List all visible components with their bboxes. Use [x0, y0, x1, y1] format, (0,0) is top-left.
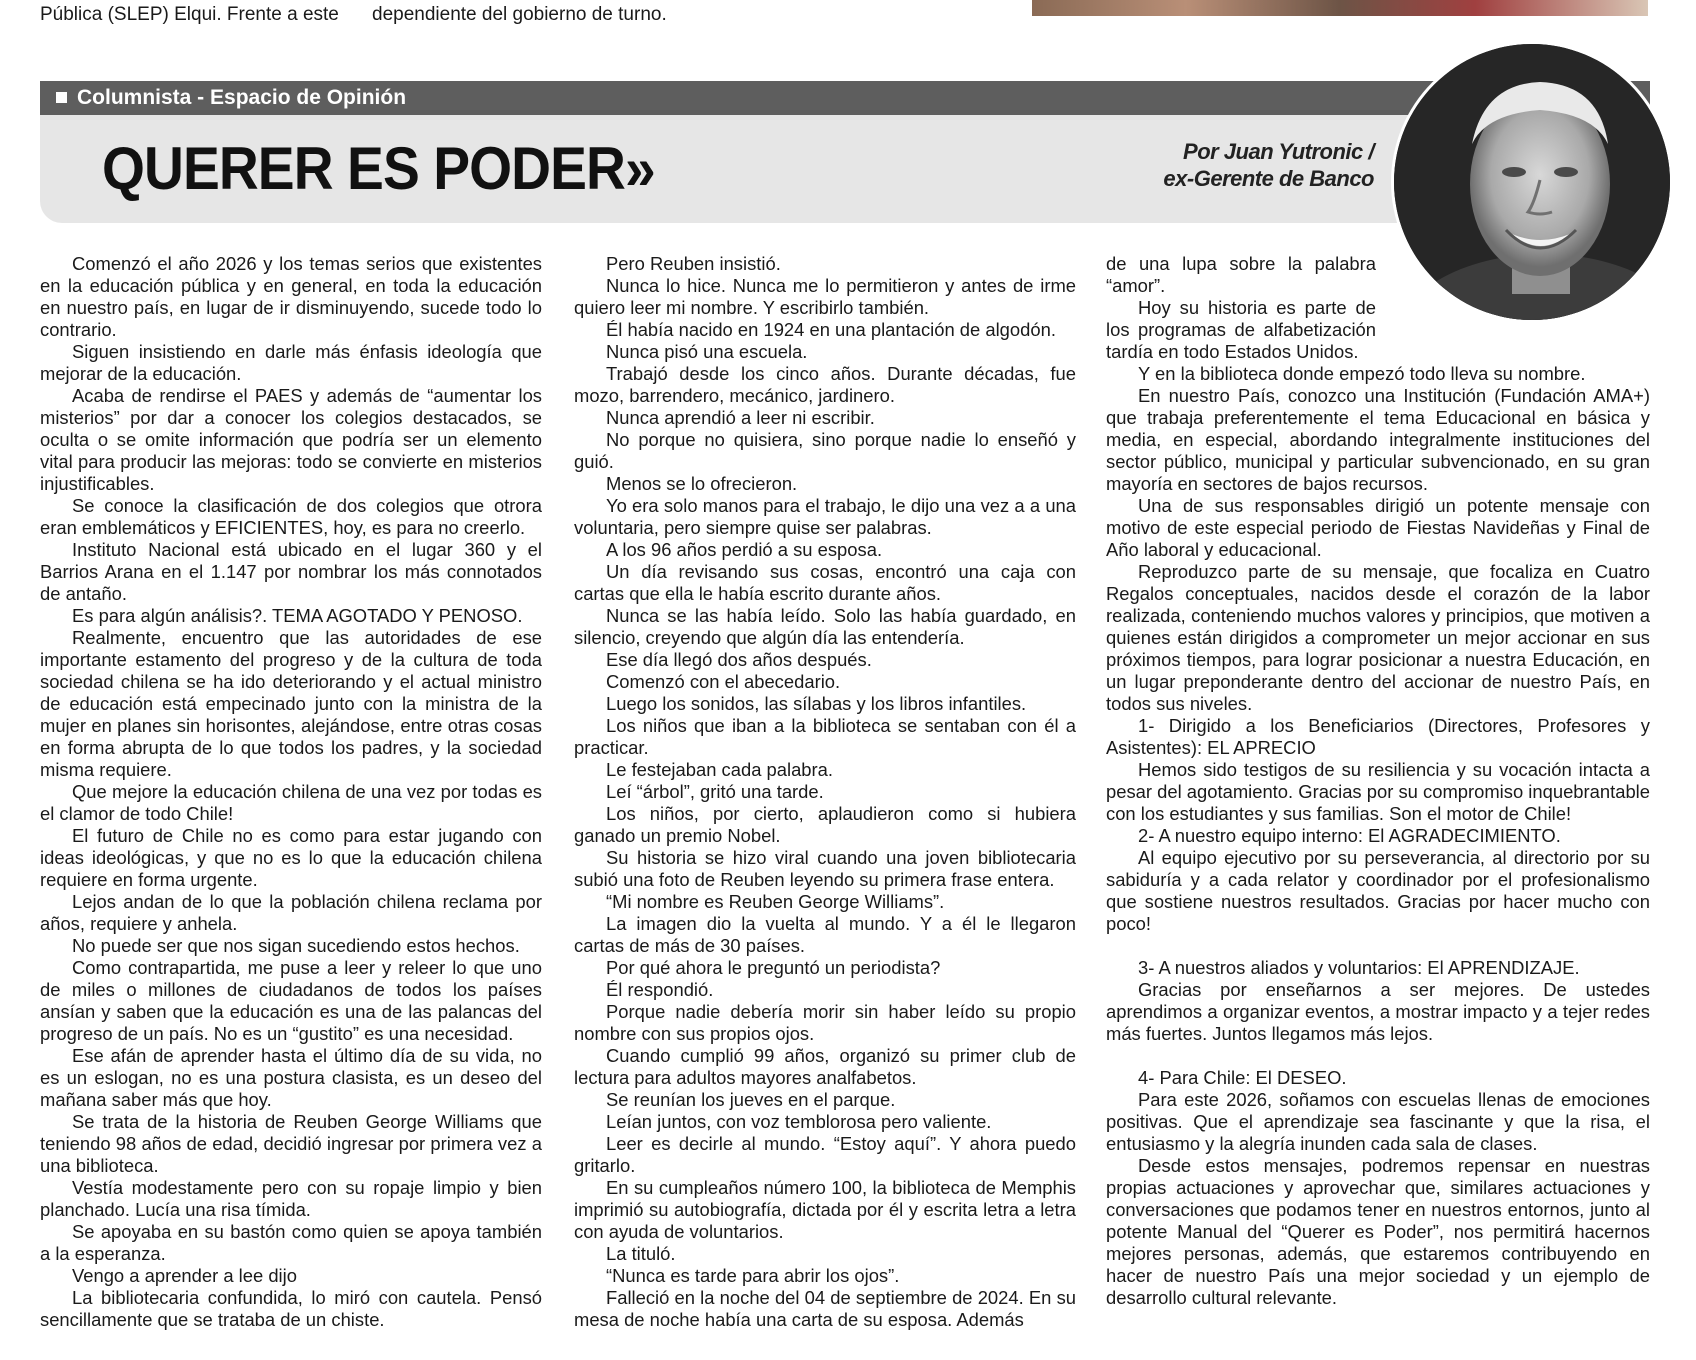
paragraph: Comenzó con el abecedario. — [606, 671, 841, 692]
paragraph: Le festejaban cada palabra. — [606, 759, 833, 780]
previous-article-fragment-middle: dependiente del gobierno de turno. — [372, 4, 667, 25]
paragraph: 3- A nuestros aliados y voluntarios: El APRENDIZAJE. — [1138, 957, 1580, 978]
paragraph: Su historia se hizo viral cuando una joven bibliotecaria subió una foto de Reuben leyendo su primera frase entera. — [574, 847, 1076, 890]
paragraph: de una lupa sobre la palabra “amor”. — [1106, 253, 1376, 296]
paragraph: Los niños, por cierto, aplaudieron como si hubiera ganado un premio Nobel. — [574, 803, 1076, 846]
paragraph: Él respondió. — [606, 979, 714, 1000]
paragraph: Instituto Nacional está ubicado en el lugar 360 y el Barrios Arana en el 1.147 por nombrar los más connotados de antaño. — [40, 539, 542, 604]
paragraph: Trabajó desde los cinco años. Durante décadas, fue mozo, barrendero, mecánico, jardinero. — [574, 363, 1076, 406]
section-bar — [40, 81, 1650, 115]
paragraph-gap — [1106, 935, 1650, 957]
paragraph: Se trata de la historia de Reuben George Williams que teniendo 98 años de edad, decidió ingresar por primera vez a una biblioteca. — [40, 1111, 542, 1176]
paragraph-gap — [1106, 1045, 1650, 1067]
article-title: QUERER ES PODER» — [102, 135, 655, 202]
paragraph: Se reunían los jueves en el parque. — [606, 1089, 896, 1110]
paragraph: Desde estos mensajes, podremos repensar en nuestras propias actuaciones y aprovechar que, similares actuaciones y conversaciones que podamos tener en nuestros entornos, junto al potente Manual del “Querer es Poder”, nos permitirá hacernos mejores personas, además, que estaremos contribuyendo en hacer de nuestro País una mejor sociedad y un ejemplo de desarrollo cultural relevante. — [1106, 1155, 1650, 1308]
paragraph: Nunca lo hice. Nunca me lo permitieron y antes de irme quiero leer mi nombre. Y escribirlo también. — [574, 275, 1076, 318]
paragraph: Menos se lo ofrecieron. — [606, 473, 798, 494]
paragraph: En su cumpleaños número 100, la biblioteca de Memphis imprimió su autobiografía, dictada por él y escrita letra a letra con ayuda de voluntarios. — [574, 1177, 1076, 1242]
paragraph: Porque nadie debería morir sin haber leído su propio nombre con sus propios ojos. — [574, 1001, 1076, 1044]
paragraph: Es para algún análisis?. TEMA AGOTADO Y PENOSO. — [72, 605, 523, 626]
paragraph: Comenzó el año 2026 y los temas serios que existentes en la educación pública y en general, en toda la educación en nuestro país, en lugar de ir disminuyendo, sucede todo lo contrario. — [40, 253, 542, 340]
paragraph: Pero Reuben insistió. — [606, 253, 781, 274]
paragraph: Vengo a aprender a lee dijo — [72, 1265, 297, 1286]
article-column-3 — [1106, 253, 1650, 1309]
paragraph: Leer es decirle al mundo. “Estoy aquí”. Y ahora puedo gritarlo. — [574, 1133, 1076, 1176]
paragraph: Gracias por enseñarnos a ser mejores. De ustedes aprendimos a organizar eventos, a mostrar impacto y a tejer redes más fuertes. Juntos llegamos más lejos. — [1106, 979, 1650, 1044]
paragraph: Leían juntos, con voz temblorosa pero valiente. — [606, 1111, 992, 1132]
paragraph: Cuando cumplió 99 años, organizó su primer club de lectura para adultos mayores analfabetos. — [574, 1045, 1076, 1088]
paragraph: 1- Dirigido a los Beneficiarios (Directores, Profesores y Asistentes): EL APRECIO — [1106, 715, 1650, 758]
paragraph: 4- Para Chile: El DESEO. — [1138, 1067, 1347, 1088]
paragraph: Hemos sido testigos de su resiliencia y su vocación intacta a pesar del agotamiento. Gracias por su compromiso inquebrantable con los estudiantes y sus familias. Son el motor de Chile! — [1106, 759, 1650, 824]
paragraph: Él había nacido en 1924 en una plantación de algodón. — [606, 319, 1056, 340]
paragraph: Que mejore la educación chilena de una vez por todas es el clamor de todo Chile! — [40, 781, 542, 824]
paragraph: Acaba de rendirse el PAES y además de “aumentar los misterios” por dar a conocer los colegios destacados, se oculta o se omite información que podría ser un elemento vital para producir las mejoras: todo se convierte en misterios injustificables. — [40, 385, 542, 494]
paragraph: Leí “árbol”, gritó una tarde. — [606, 781, 824, 802]
paragraph: En nuestro País, conozco una Institución (Fundación AMA+) que trabaja preferentemente el tema Educacional en básica y media, en especial, abordando integralmente instituciones del sector público, municipal y particular subvencionado, en su gran mayoría en sectores de bajos recursos. — [1106, 385, 1650, 494]
paragraph: Se conoce la clasificación de dos colegios que otrora eran emblemáticos y EFICIENTES, hoy, es para no creerlo. — [40, 495, 542, 538]
article-column-1 — [40, 253, 542, 1331]
paragraph: “Nunca es tarde para abrir los ojos”. — [606, 1265, 900, 1286]
square-bullet-icon — [56, 92, 67, 103]
paragraph: Hoy su historia es parte de los programas de alfabetización tardía en todo Estados Unidos. — [1106, 297, 1376, 362]
paragraph: Y en la biblioteca donde empezó todo lleva su nombre. — [1138, 363, 1586, 384]
paragraph: Para este 2026, soñamos con escuelas llenas de emociones positivas. Que el aprendizaje sea fascinante y que la risa, el entusiasmo y la alegría inunden cada sala de clases. — [1106, 1089, 1650, 1154]
paragraph: Realmente, encuentro que las autoridades de ese importante estamento del progreso y de la cultura de toda sociedad chilena se ha ido deteriorando y el actual ministro de educación está empecinado junto con la ministra de la mujer en planes sin horisontes, alejándose, entre otras cosas en forma abrupta de lo que todos los padres, y la sociedad misma requiere. — [40, 627, 542, 780]
paragraph: Nunca se las había leído. Solo las había guardado, en silencio, creyendo que algún día las entendería. — [574, 605, 1076, 648]
section-label: Columnista - Espacio de Opinión — [77, 86, 407, 109]
paragraph: Falleció en la noche del 04 de septiembre de 2024. En su mesa de noche había una carta de su esposa. Además — [574, 1287, 1076, 1330]
paragraph: Nunca aprendió a leer ni escribir. — [606, 407, 875, 428]
paragraph: El futuro de Chile no es como para estar jugando con ideas ideológicas, y que no es lo que la educación chilena requiere en forma urgente. — [40, 825, 542, 890]
paragraph: Una de sus responsables dirigió un potente mensaje con motivo de este especial periodo de Fiestas Navideñas y Final de Año laboral y educacional. — [1106, 495, 1650, 560]
paragraph: Yo era solo manos para el trabajo, le dijo una vez a a una voluntaria, pero siempre quise ser palabras. — [574, 495, 1076, 538]
paragraph: No puede ser que nos sigan sucediendo estos hechos. — [72, 935, 520, 956]
paragraph: La tituló. — [606, 1243, 676, 1264]
paragraph: La imagen dio la vuelta al mundo. Y a él le llegaron cartas de más de 30 países. — [574, 913, 1076, 956]
byline-role: ex-Gerente de Banco — [1163, 166, 1374, 191]
paragraph: No porque no quisiera, sino porque nadie lo enseñó y guió. — [574, 429, 1076, 472]
paragraph: La bibliotecaria confundida, lo miró con cautela. Pensó sencillamente que se trataba de un chiste. — [40, 1287, 542, 1330]
previous-article-photo-edge — [1032, 0, 1648, 16]
paragraph: Se apoyaba en su bastón como quien se apoya también a la esperanza. — [40, 1221, 542, 1264]
paragraph: Ese día llegó dos años después. — [606, 649, 872, 670]
paragraph: Lejos andan de lo que la población chilena reclama por años, requiere y anhela. — [40, 891, 542, 934]
paragraph: Los niños que iban a la biblioteca se sentaban con él a practicar. — [574, 715, 1076, 758]
paragraph: Siguen insistiendo en darle más énfasis ideología que mejorar de la educación. — [40, 341, 542, 384]
paragraph: “Mi nombre es Reuben George Williams”. — [606, 891, 945, 912]
paragraph: Por qué ahora le preguntó un periodista? — [606, 957, 941, 978]
paragraph: Como contrapartida, me puse a leer y releer lo que uno de miles o millones de ciudadanos de todos los países ansían y saben que la educación es una de las palancas del progreso de un país. No es un “gustito” es una necesidad. — [40, 957, 542, 1044]
paragraph: Luego los sonidos, las sílabas y los libros infantiles. — [606, 693, 1027, 714]
paragraph: Al equipo ejecutivo por su perseverancia, al directorio por su sabiduría y a cada relator y coordinador por el profesionalismo que sostiene nuestros resultados. Gracias por hacer mucho con poco! — [1106, 847, 1650, 934]
paragraph: 2- A nuestro equipo interno: El AGRADECIMIENTO. — [1138, 825, 1561, 846]
paragraph: Vestía modestamente pero con su ropaje limpio y bien planchado. Lucía una risa tímida. — [40, 1177, 542, 1220]
paragraph: A los 96 años perdió a su esposa. — [606, 539, 883, 560]
byline — [1163, 138, 1374, 192]
paragraph: Un día revisando sus cosas, encontró una caja con cartas que ella le había escrito durante años. — [574, 561, 1076, 604]
previous-article-fragment-left: Pública (SLEP) Elqui. Frente a este — [40, 4, 339, 25]
paragraph: Reproduzco parte de su mensaje, que focaliza en Cuatro Regalos conceptuales, nacidos desde el corazón de la labor realizada, conteniendo muchos valores y principios, que motiven a quienes están dirigidos a comprometer un mejor accionar en sus próximos tiempos, para lograr posicionar a nuestra Educación, en un lugar preponderante dentro del accionar de nuestro País, en todos sus niveles. — [1106, 561, 1650, 714]
article-column-2 — [574, 253, 1076, 1331]
byline-author: Por Juan Yutronic / — [1183, 139, 1374, 164]
paragraph: Nunca pisó una escuela. — [606, 341, 808, 362]
paragraph: Ese afán de aprender hasta el último día de su vida, no es un eslogan, no es una postura clasista, es un deseo del mañana saber más que hoy. — [40, 1045, 542, 1110]
